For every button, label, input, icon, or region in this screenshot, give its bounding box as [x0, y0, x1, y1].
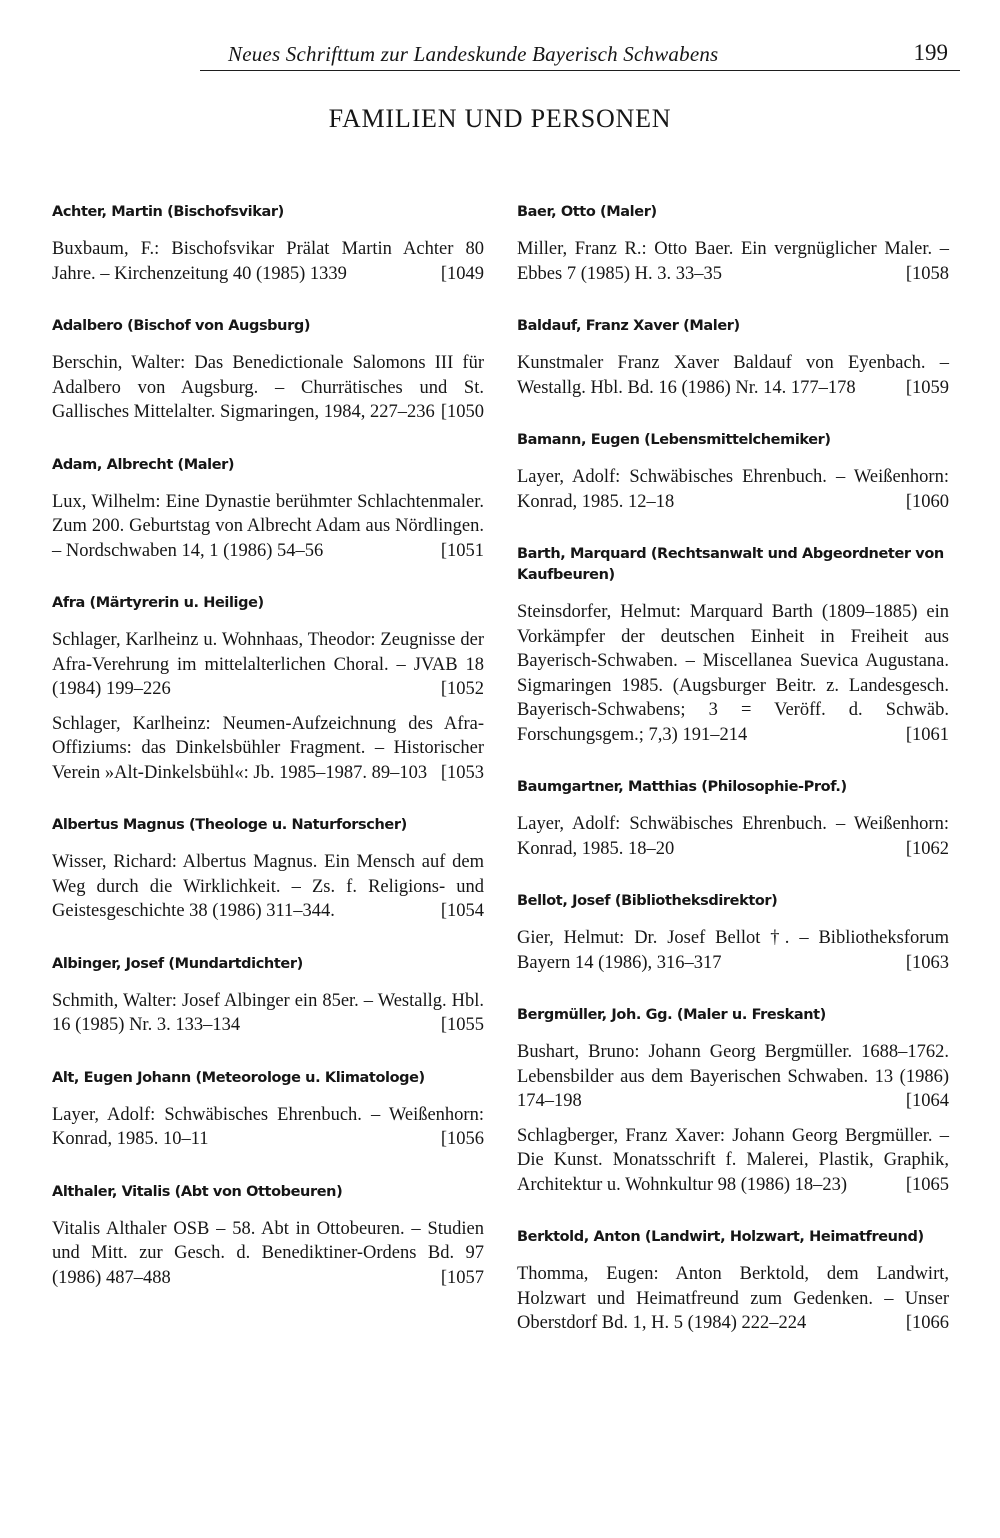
entry-heading: Bellot, Josef (Bibliotheksdirektor) [517, 893, 778, 909]
citation-number: [1060 [905, 491, 949, 512]
entry-heading: Bamann, Eugen (Lebensmittelchemiker) [517, 432, 831, 448]
entry-heading: Baer, Otto (Maler) [517, 204, 657, 220]
entry-heading: Baldauf, Franz Xaver (Maler) [517, 318, 740, 334]
citation-number: [1050 [440, 402, 484, 422]
citation-number: [1064 [905, 1091, 949, 1111]
citation-number: [1058 [905, 263, 949, 284]
entry-heading: Adalbero (Bischof von Augsburg) [52, 318, 311, 334]
citation-text: Buxbaum, F.: Bischofsvikar Prälat Martin Achter 80 Jahre. – Kirchenzeitung 40 (1985) 1339 [52, 239, 484, 284]
bibliography-entry [517, 202, 949, 286]
citation-number: [1066 [905, 1313, 949, 1333]
citation [52, 712, 484, 786]
citation [517, 237, 949, 286]
bibliography-entry [52, 1068, 484, 1152]
citation-number: [1063 [905, 952, 949, 973]
citation-text: Schmith, Walter: Josef Albinger ein 85er. – Westallg. Hbl. 16 (1985) Nr. 3. 133–134 [52, 990, 484, 1035]
citation-text: Miller, Franz R.: Otto Baer. Ein vergnüglicher Maler. – Ebbes 7 (1985) H. 3. 33–35 [517, 239, 949, 284]
citation-number: [1056 [440, 1129, 484, 1149]
citation [517, 600, 949, 747]
citation [52, 1103, 484, 1152]
citation [52, 628, 484, 702]
entry-heading: Adam, Albrecht (Maler) [52, 456, 235, 473]
citation-text: Layer, Adolf: Schwäbisches Ehrenbuch. – Weißenhorn: Konrad, 1985. 12–18 [517, 467, 949, 512]
citation [52, 989, 484, 1038]
citation-text: Berschin, Walter: Das Benedictionale Salomons III für Adalbero von Augsburg. – Churrätisches und St. Gallisches Mittelalter. Sigmaringen, 1984, 227–236 [52, 353, 484, 422]
citation-number: [1054 [440, 901, 484, 921]
citation-text: Vitalis Althaler OSB – 58. Abt in Ottobeuren. – Studien und Mitt. zur Gesch. d. Benediktiner-Ordens Bd. 97 (1986) 487–488 [52, 1218, 484, 1288]
citation-number: [1055 [440, 1015, 484, 1035]
citation-text: Schlagberger, Franz Xaver: Johann Georg Bergmüller. – Die Kunst. Monatsschrift f. Malerei, Plastik, Graphik, Architektur u. Wohnkultur 98 (1986) 18–23) [517, 1125, 949, 1195]
bibliography-entry [52, 316, 484, 425]
running-header [200, 40, 960, 71]
citation-text: Steinsdorfer, Helmut: Marquard Barth (1809–1885) ein Vorkämpfer der deutschen Einheit in Freiheit aus Bayerisch-Schwaben. – Miscellanea Suevica Augustana. Sigmaringen 1985. (Augsburger Beitr. z. Landesgesch. Bayerisch-Schwabens; 3 = Veröff. d. Schwäb. Forschungsgem.; 7,3) 191–214 [517, 602, 949, 745]
citation-text: Kunstmaler Franz Xaver Baldauf von Eyenbach. – Westallg. Hbl. Bd. 16 (1986) Nr. 14. 177–178 [517, 353, 949, 398]
citation [517, 926, 949, 975]
bibliography-entry [517, 544, 949, 747]
citation-text: Wisser, Richard: Albertus Magnus. Ein Mensch auf dem Weg durch die Wirklichkeit. – Zs. f. Religions- und Geistesgeschichte 38 (1986) 311–344. [52, 852, 484, 921]
citation-number: [1051 [440, 540, 484, 561]
citation [517, 1040, 949, 1114]
citation [52, 1217, 484, 1291]
citation [517, 1124, 949, 1198]
entry-heading: Albertus Magnus (Theologe u. Naturforscher) [52, 817, 407, 833]
citation [52, 850, 484, 924]
entry-heading: Achter, Martin (Bischofsvikar) [52, 204, 284, 220]
entry-heading: Alt, Eugen Johann (Meteorologe u. Klimatologe) [52, 1069, 425, 1086]
citation [517, 812, 949, 861]
citation-text: Layer, Adolf: Schwäbisches Ehrenbuch. – Weißenhorn: Konrad, 1985. 18–20 [517, 814, 949, 859]
bibliography-entry [52, 593, 484, 785]
citation-text: Bushart, Bruno: Johann Georg Bergmüller. 1688–1762. Lebensbilder aus dem Bayerischen Schwaben. 13 (1986) 174–198 [517, 1042, 949, 1111]
bibliography-entry [52, 954, 484, 1038]
bibliography-entry [52, 1182, 484, 1291]
running-title: Neues Schrifttum zur Landeskunde Bayerisch Schwabens [228, 42, 719, 66]
bibliography-entry [517, 430, 949, 514]
entry-heading: Barth, Marquard (Rechtsanwalt und Abgeordneter von Kaufbeuren) [517, 546, 944, 583]
citation [52, 490, 484, 564]
bibliography-entry [517, 777, 949, 861]
citation-text: Layer, Adolf: Schwäbisches Ehrenbuch. – Weißenhorn: Konrad, 1985. 10–11 [52, 1104, 484, 1149]
citation-text: Lux, Wilhelm: Eine Dynastie berühmter Schlachtenmaler. Zum 200. Geburtstag von Albrecht Adam aus Nördlingen. – Nordschwaben 14, 1 (1986) 54–56 [52, 491, 484, 561]
citation [52, 351, 484, 425]
right-column [517, 202, 949, 1366]
citation-number: [1061 [905, 724, 949, 745]
citation-number: [1053 [440, 762, 484, 783]
bibliography-entry [517, 1227, 949, 1336]
citation-text: Thomma, Eugen: Anton Berktold, dem Landwirt, Holzwart und Heimatfreund zum Gedenken. – Unser Oberstdorf Bd. 1, H. 5 (1984) 222–224 [517, 1264, 949, 1333]
citation [517, 465, 949, 514]
citation [52, 237, 484, 286]
citation-text: Gier, Helmut: Dr. Josef Bellot †. – Bibliotheksforum Bayern 14 (1986), 316–317 [517, 928, 949, 973]
page-number: 199 [913, 40, 948, 65]
left-column [52, 202, 484, 1320]
section-title: FAMILIEN UND PERSONEN [328, 104, 672, 133]
citation-text: Schlager, Karlheinz: Neumen-Aufzeichnung des Afra-Offiziums: das Dinkelsbühler Fragment. – Historischer Verein »Alt-Dinkelsbühl«: Jb. 1985–1987. 89–103 [52, 713, 484, 783]
entry-heading: Albinger, Josef (Mundartdichter) [52, 955, 303, 972]
citation [517, 351, 949, 400]
entry-heading: Berktold, Anton (Landwirt, Holzwart, Heimatfreund) [517, 1229, 924, 1245]
bibliography-entry [52, 455, 484, 564]
citation-number: [1059 [905, 377, 949, 398]
bibliography-entry [517, 316, 949, 400]
bibliography-entry [52, 815, 484, 924]
citation-number: [1049 [440, 263, 484, 284]
citation [517, 1262, 949, 1336]
citation-number: [1057 [440, 1267, 484, 1288]
bibliography-entry [52, 202, 484, 286]
entry-heading: Althaler, Vitalis (Abt von Ottobeuren) [52, 1183, 343, 1200]
citation-text: Schlager, Karlheinz u. Wohnhaas, Theodor: Zeugnisse der Afra-Verehrung im mittelalterlichen Choral. – JVAB 18 (1984) 199–226 [52, 630, 484, 699]
citation-number: [1065 [905, 1174, 949, 1195]
citation-number: [1052 [440, 679, 484, 699]
bibliography-entry [517, 1005, 949, 1197]
entry-heading: Baumgartner, Matthias (Philosophie-Prof.) [517, 779, 847, 795]
entry-heading: Afra (Märtyrerin u. Heilige) [52, 595, 264, 611]
bibliography-entry [517, 891, 949, 975]
entry-heading: Bergmüller, Joh. Gg. (Maler u. Freskant) [517, 1007, 826, 1023]
citation-number: [1062 [905, 838, 949, 859]
